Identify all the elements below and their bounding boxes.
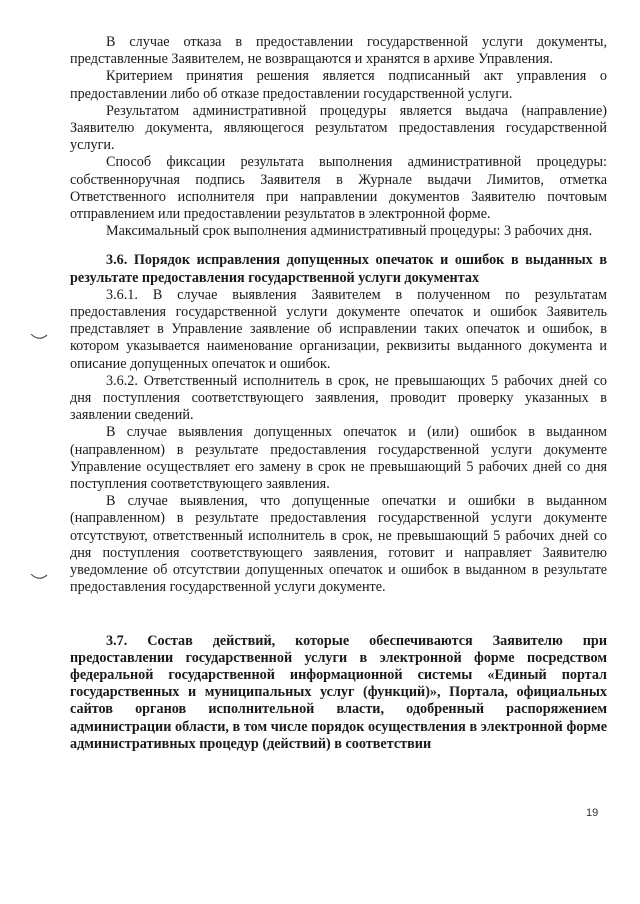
paragraph-replacement: В случае выявления допущенных опечаток и (или) ошибок в выданном (направленном) в результате предоставления государственной услуги документе Управление осуществляет его замену в срок не превышающий 5 рабочих дней со дня поступления соответствующего заявления.	[70, 424, 607, 493]
section-heading-3-7: 3.7. Состав действий, которые обеспечиваются Заявителю при предоставлении государственной услуги в электронной форме посредством федеральной государственной информационной системы «Единый портал государственных и муниципальных услуг (функций)», Портала, официальных сайтов органов исполнительной власти, одобренный распоряжением администрации области, в том числе порядок осуществления в электронной форме административных процедур (действий) в соответствии	[70, 632, 607, 752]
paragraph-refusal: В случае отказа в предоставлении государственной услуги документы, представленные Заявителем, не возвращаются и хранятся в архиве Управления.	[70, 34, 607, 68]
paragraph-no-errors: В случае выявления, что допущенные опечатки и ошибки в выданном (направленном) в результате предоставления государственной услуги документе отсутствуют, ответственный исполнитель в срок, не превышающий 5 рабочих дней со дня поступления соответствующего заявления, готовит и направляет Заявителю уведомление об отсутствии допущенных опечаток и ошибок в выданном в результате предоставления государственной услуги документе.	[70, 493, 607, 596]
binding-hole-mark-icon	[30, 333, 48, 341]
binding-hole-mark-icon	[30, 573, 48, 581]
paragraph-3-6-2: 3.6.2. Ответственный исполнитель в срок, не превышающих 5 рабочих дней со дня поступления соответствующего заявления, проводит проверку указанных в заявлении сведений.	[70, 372, 607, 424]
spacer	[70, 240, 607, 252]
paragraph-3-6-1: 3.6.1. В случае выявления Заявителем в полученном по результатам предоставления государственной услуги документе опечаток и ошибок Заявитель представляет в Управление заявление об исправлении таких опечаток и ошибок, в котором указывается наименование организации, реквизиты выданного документа и описание допущенных опечаток и ошибок.	[70, 286, 607, 372]
paragraph-max-term: Максимальный срок выполнения административный процедуры: 3 рабочих дня.	[106, 223, 593, 240]
document-page	[70, 34, 607, 753]
paragraph-fixation: Способ фиксации результата выполнения административной процедуры: собственноручная подпись Заявителя в Журнале выдачи Лимитов, отметка Ответственного исполнителя при направлении документов Заявителю почтовым отправлением или предоставлении результатов в электронной форме.	[70, 154, 607, 223]
paragraph-criterion: Критерием принятия решения является подписанный акт управления о предоставлении либо об отказе предоставлении государственной услуги.	[70, 68, 607, 102]
paragraph-result: Результатом административной процедуры является выдача (направление) Заявителю документа, являющегося результатом предоставления государственной услуги.	[70, 102, 607, 154]
page-number: 19	[586, 807, 599, 819]
spacer	[70, 597, 607, 633]
section-heading-3-6: 3.6. Порядок исправления допущенных опечаток и ошибок в выданных в результате предоставления государственной услуги документах	[70, 252, 607, 286]
